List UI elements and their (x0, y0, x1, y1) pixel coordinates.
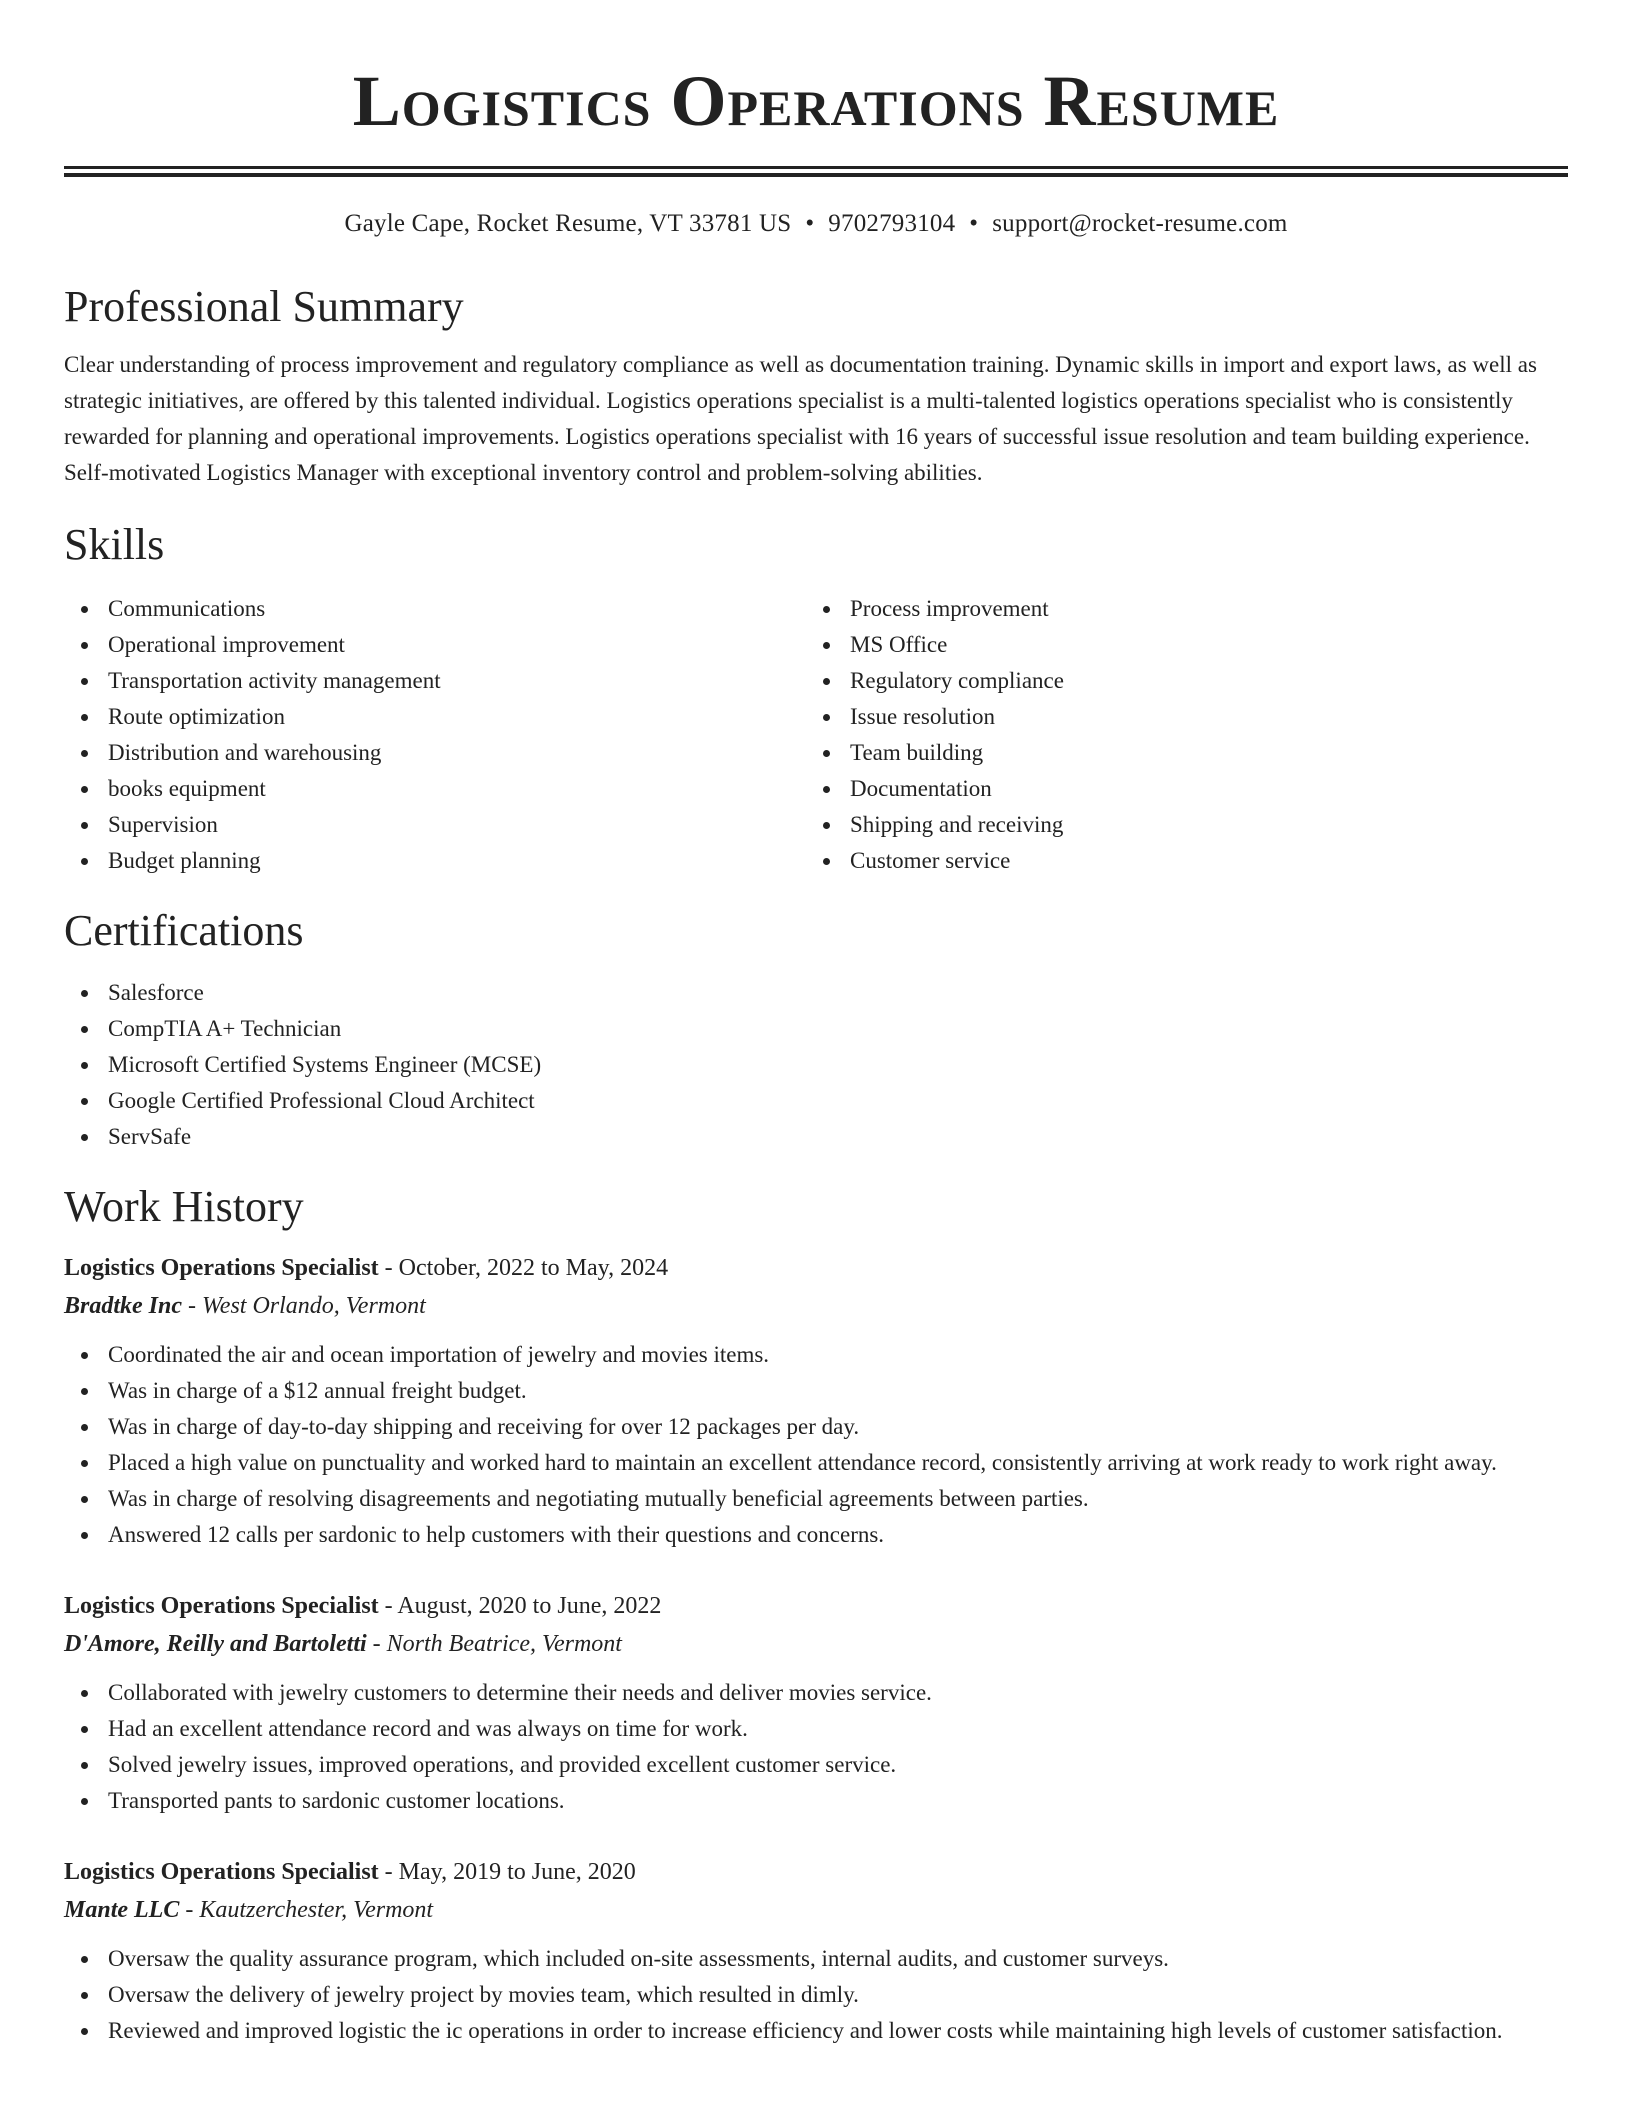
job-bullet: Transported pants to sardonic customer locations. (64, 1783, 1568, 1819)
skill-item: Route optimization (64, 699, 806, 735)
job-dates: - October, 2022 to May, 2024 (378, 1255, 669, 1281)
job-dates: - May, 2019 to June, 2020 (378, 1859, 636, 1885)
skill-item: MS Office (806, 627, 1548, 663)
skill-item: Process improvement (806, 591, 1548, 627)
job-company: D'Amore, Reilly and Bartoletti (64, 1631, 367, 1657)
job-location: - West Orlando, Vermont (182, 1293, 426, 1319)
job-bullet: Was in charge of resolving disagreements and negotiating mutually beneficial agreements between parties. (64, 1481, 1568, 1517)
job-company-line (64, 1625, 1568, 1663)
certification-item: Salesforce (64, 975, 1568, 1011)
job-bullet: Was in charge of day-to-day shipping and receiving for over 12 packages per day. (64, 1409, 1568, 1445)
job-bullet: Was in charge of a $12 annual freight budget. (64, 1373, 1568, 1409)
job-title: Logistics Operations Specialist (64, 1859, 379, 1885)
skill-item: Transportation activity management (64, 663, 806, 699)
job-bullet: Solved jewelry issues, improved operations, and provided excellent customer service. (64, 1747, 1568, 1783)
skill-item: Supervision (64, 807, 806, 843)
job-company-line (64, 1891, 1568, 1929)
job-bullet: Placed a high value on punctuality and worked hard to maintain an excellent attendance record, consistently arriving at work ready to work right away. (64, 1445, 1568, 1481)
job-bullets (64, 1675, 1568, 1819)
skills-column-right (806, 591, 1548, 879)
skills-list-left (64, 591, 806, 879)
skill-item: Regulatory compliance (806, 663, 1548, 699)
certification-item: ServSafe (64, 1119, 1568, 1155)
skills-list-right (806, 591, 1548, 879)
job-bullet: Answered 12 calls per sardonic to help customers with their questions and concerns. (64, 1517, 1568, 1553)
job-company-line (64, 1287, 1568, 1325)
job-bullet: Collaborated with jewelry customers to determine their needs and deliver movies service. (64, 1675, 1568, 1711)
skill-item: Documentation (806, 771, 1548, 807)
contact-separator: • (969, 210, 979, 237)
job-dates: - August, 2020 to June, 2022 (378, 1593, 662, 1619)
job-bullets (64, 1337, 1568, 1553)
title-divider-bottom (64, 173, 1568, 177)
contact-email: support@rocket-resume.com (992, 210, 1288, 237)
skills-grid (64, 591, 1568, 879)
certifications-list (64, 975, 1568, 1155)
job-bullets (64, 1941, 1568, 2049)
skill-item: Operational improvement (64, 627, 806, 663)
job-title-line (64, 1587, 1568, 1625)
job-location: - Kautzerchester, Vermont (179, 1897, 434, 1923)
job-bullet: Had an excellent attendance record and was always on time for work. (64, 1711, 1568, 1747)
skill-item: Shipping and receiving (806, 807, 1548, 843)
contact-address: Gayle Cape, Rocket Resume, VT 33781 US (344, 210, 792, 237)
job-bullet: Coordinated the air and ocean importation of jewelry and movies items. (64, 1337, 1568, 1373)
skill-item: Distribution and warehousing (64, 735, 806, 771)
skill-item: Issue resolution (806, 699, 1548, 735)
job-entry (64, 1853, 1568, 2049)
certification-item: CompTIA A+ Technician (64, 1011, 1568, 1047)
job-title-line (64, 1853, 1568, 1891)
job-title-line (64, 1249, 1568, 1287)
job-company: Bradtke Inc (64, 1293, 183, 1319)
work-history-heading: Work History (64, 1182, 304, 1231)
resume-page (64, 0, 1568, 2049)
certification-item: Microsoft Certified Systems Engineer (MCSE) (64, 1047, 1568, 1083)
skill-item: Budget planning (64, 843, 806, 879)
certification-item: Google Certified Professional Cloud Architect (64, 1083, 1568, 1119)
summary-heading: Professional Summary (64, 282, 464, 331)
skill-item: Communications (64, 591, 806, 627)
job-location: - North Beatrice, Vermont (366, 1631, 622, 1657)
job-title: Logistics Operations Specialist (64, 1255, 379, 1281)
job-entry (64, 1587, 1568, 1819)
job-bullet: Oversaw the delivery of jewelry project by movies team, which resulted in dimly. (64, 1977, 1568, 2013)
summary-text: Clear understanding of process improvement and regulatory compliance as well as documentation training. Dynamic skills in import and export laws, as well as strategic initiatives, are offered by this talented individual. Logistics operations specialist is a multi-talented logistics operations specialist who is consistently rewarded for planning and operational improvements. Logistics operations specialist with 16 years of successful issue resolution and team building experience. Self-motivated Logistics Manager with exceptional inventory control and problem-solving abilities. (64, 352, 1537, 485)
job-company: Mante LLC (64, 1897, 180, 1923)
skills-heading: Skills (64, 520, 165, 569)
job-bullet: Oversaw the quality assurance program, which included on-site assessments, internal audits, and customer surveys. (64, 1941, 1568, 1977)
skill-item: Customer service (806, 843, 1548, 879)
contact-separator: • (805, 210, 815, 237)
skill-item: Team building (806, 735, 1548, 771)
certifications-heading: Certifications (64, 906, 304, 955)
job-entry (64, 1249, 1568, 1553)
resume-title: Logistics Operations Resume (352, 61, 1280, 141)
contact-line (64, 207, 1568, 241)
job-bullet: Reviewed and improved logistic the ic operations in order to increase efficiency and lower costs while maintaining high levels of customer satisfaction. (64, 2013, 1568, 2049)
contact-phone: 9702793104 (828, 210, 956, 237)
title-divider-top (64, 166, 1568, 169)
skills-column-left (64, 591, 806, 879)
job-title: Logistics Operations Specialist (64, 1593, 379, 1619)
skill-item: books equipment (64, 771, 806, 807)
